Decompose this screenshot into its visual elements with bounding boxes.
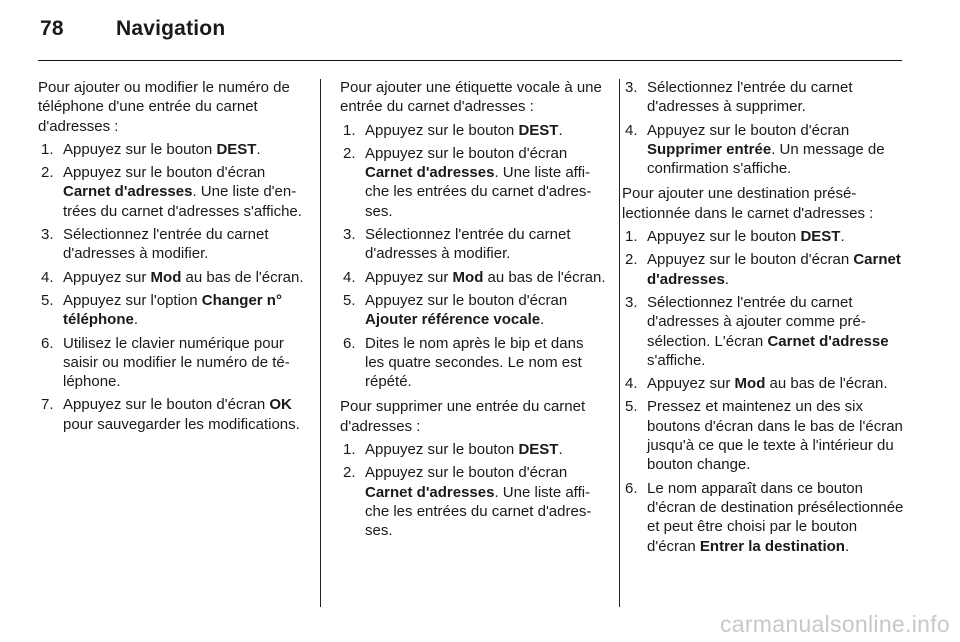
step-text: Sélectionnez l'entrée du carnet d'adresses à ajouter comme présélection. L'écran — [647, 293, 866, 350]
step-text: Appuyez sur le bouton d'écran — [365, 291, 568, 309]
step-number: 6. — [625, 479, 638, 497]
step-number: 3. — [343, 226, 356, 244]
step-number: 2. — [41, 164, 54, 182]
col1-steps — [38, 140, 308, 434]
list-item — [340, 291, 606, 330]
step-number: 6. — [343, 334, 356, 352]
step-text-end: . Une liste d'entrées du carnet d'adresses s'affiche. — [63, 183, 302, 220]
step-text-end: . Une liste affiche les entrées du carnet d'adresses. — [365, 164, 592, 220]
list-item — [38, 163, 308, 221]
step-text-end: . Une liste affiche les entrées du carnet d'adresses. — [365, 483, 592, 540]
column-divider-2 — [619, 79, 620, 607]
step-text: Appuyez sur le bouton d'écran — [647, 121, 850, 139]
col2-intro: Pour ajouter une étiquette vocale à une entrée du carnet d'adresses : — [340, 79, 602, 116]
step-text-end: . — [558, 441, 563, 459]
step-text: Appuyez sur le bouton d'écran — [63, 396, 270, 414]
step-emphasis: Changer n° téléphone — [63, 291, 282, 329]
step-number: 7. — [41, 396, 54, 414]
step-text-end: au bas de l'écran. — [765, 375, 888, 393]
step-text: Appuyez sur le bouton — [365, 441, 519, 459]
step-text: Le nom apparaît dans ce bouton d'écran de destination présélectionnée et peut être choisi par le bouton d'écran — [647, 479, 904, 555]
list-item — [340, 121, 606, 140]
col2-steps — [340, 121, 606, 392]
step-text: Dites le nom après le bip et dans les quatre secondes. Le nom est répété. — [365, 334, 584, 391]
step-number: 6. — [41, 334, 54, 352]
list-item — [38, 225, 308, 264]
list-item — [38, 268, 308, 287]
step-text: Sélectionnez l'entrée du carnet d'adresses à modifier. — [63, 226, 269, 263]
column-2 — [340, 78, 606, 547]
step-emphasis: Carnet d'adresse — [767, 332, 889, 350]
col3-steps — [622, 78, 904, 178]
step-emphasis: DEST — [216, 140, 257, 158]
step-text: Appuyez sur le bouton — [647, 228, 801, 246]
list-item — [622, 78, 904, 117]
list-item — [38, 395, 308, 434]
list-item — [622, 227, 904, 246]
step-emphasis: Ajouter référence vocale — [365, 311, 541, 329]
page-number: 78 — [40, 17, 64, 40]
list-item — [38, 291, 308, 330]
step-number: 3. — [625, 79, 638, 96]
list-item — [38, 334, 308, 392]
step-emphasis: Entrer la destination — [699, 537, 845, 555]
col2-intro2: Pour supprimer une entrée du carnet d'adresses : — [340, 398, 586, 435]
step-emphasis: Carnet d'adresses — [63, 183, 193, 201]
step-text: Appuyez sur le bouton — [63, 140, 217, 158]
col3-intro: Pour ajouter une destination présélectionnée dans le carnet d'adresses : — [622, 185, 874, 222]
header-rule — [38, 60, 902, 61]
list-item — [340, 463, 606, 540]
step-text-end: . — [256, 140, 261, 158]
list-item — [340, 440, 606, 459]
step-emphasis: Mod — [734, 375, 766, 393]
list-item — [622, 374, 904, 393]
step-number: 4. — [625, 121, 638, 139]
step-emphasis: Carnet d'adresses — [365, 164, 495, 182]
step-text-end: . — [724, 270, 729, 288]
step-text: Appuyez sur — [63, 268, 151, 286]
step-text: Appuyez sur le bouton d'écran — [63, 164, 266, 182]
step-text: Appuyez sur — [647, 375, 735, 393]
step-number: 3. — [625, 293, 638, 311]
list-item — [340, 268, 606, 287]
step-number: 4. — [625, 375, 638, 393]
step-emphasis: OK — [269, 396, 292, 414]
step-text: Appuyez sur l'option — [63, 291, 202, 309]
step-text-end: au bas de l'écran. — [483, 268, 606, 286]
step-text-end: pour sauvegarder les modifications. — [63, 415, 300, 433]
col1-intro: Pour ajouter ou modifier le numéro de téléphone d'une entrée du carnet d'adresses : — [38, 79, 290, 135]
list-item — [340, 144, 606, 221]
step-text: Appuyez sur le bouton d'écran — [365, 464, 568, 482]
step-emphasis: Mod — [150, 268, 182, 286]
list-item — [622, 293, 904, 370]
step-text: Appuyez sur le bouton d'écran — [647, 251, 854, 269]
step-text-end: . — [540, 311, 545, 329]
step-number: 5. — [343, 291, 356, 309]
step-number: 1. — [343, 121, 356, 139]
step-emphasis: DEST — [800, 228, 841, 246]
column-1 — [38, 78, 308, 440]
step-text-end: . — [558, 121, 563, 139]
step-number: 2. — [343, 464, 356, 482]
step-number: 1. — [625, 228, 638, 246]
step-emphasis: Carnet d'adresses — [365, 483, 495, 501]
list-item — [340, 225, 606, 264]
step-text-end: . — [844, 537, 850, 555]
step-text-end: au bas de l'écran. — [181, 268, 304, 286]
list-item — [340, 334, 606, 392]
step-emphasis: Mod — [452, 268, 484, 286]
list-item — [38, 140, 308, 159]
step-number: 1. — [343, 441, 356, 459]
step-text: Utilisez le clavier numérique pour saisir ou modifier le numéro de téléphone. — [63, 334, 290, 391]
step-text: Appuyez sur le bouton — [365, 121, 519, 139]
step-text: Sélectionnez l'entrée du carnet d'adresses à supprimer. — [647, 79, 853, 116]
watermark: carmanualsonline.info — [719, 611, 950, 637]
step-number: 5. — [625, 398, 638, 416]
step-emphasis: Supprimer entrée — [647, 140, 772, 158]
step-number: 2. — [343, 144, 356, 162]
column-3 — [622, 78, 904, 562]
step-text: Appuyez sur le bouton d'écran — [365, 144, 568, 162]
list-item — [622, 397, 904, 474]
col3-steps2 — [622, 227, 904, 556]
step-emphasis: DEST — [518, 441, 559, 459]
list-item — [622, 121, 904, 179]
page-title: Navigation — [116, 17, 226, 40]
step-text-end: . Un message de confirmation s'affiche. — [647, 140, 885, 178]
step-text: Appuyez sur — [365, 268, 453, 286]
step-emphasis: Carnet d'adresses — [647, 251, 901, 288]
step-number: 5. — [41, 291, 54, 309]
step-emphasis: DEST — [518, 121, 559, 139]
step-text-end: . — [840, 228, 845, 246]
step-number: 1. — [41, 140, 54, 158]
list-item — [622, 479, 904, 556]
step-text-end: . — [133, 311, 139, 329]
step-text-end: s'affiche. — [647, 351, 706, 369]
step-text: Sélectionnez l'entrée du carnet d'adresses à modifier. — [365, 226, 571, 263]
step-number: 2. — [625, 251, 638, 269]
col2-steps2 — [340, 440, 606, 540]
step-number: 4. — [41, 268, 54, 286]
step-number: 4. — [343, 268, 356, 286]
list-item — [622, 250, 904, 289]
step-text: Pressez et maintenez un des six boutons d'écran dans le bas de l'écran jusqu'à ce que le texte à l'intérieur du bouton change. — [647, 398, 903, 474]
column-divider-1 — [320, 79, 321, 607]
step-number: 3. — [41, 226, 54, 244]
